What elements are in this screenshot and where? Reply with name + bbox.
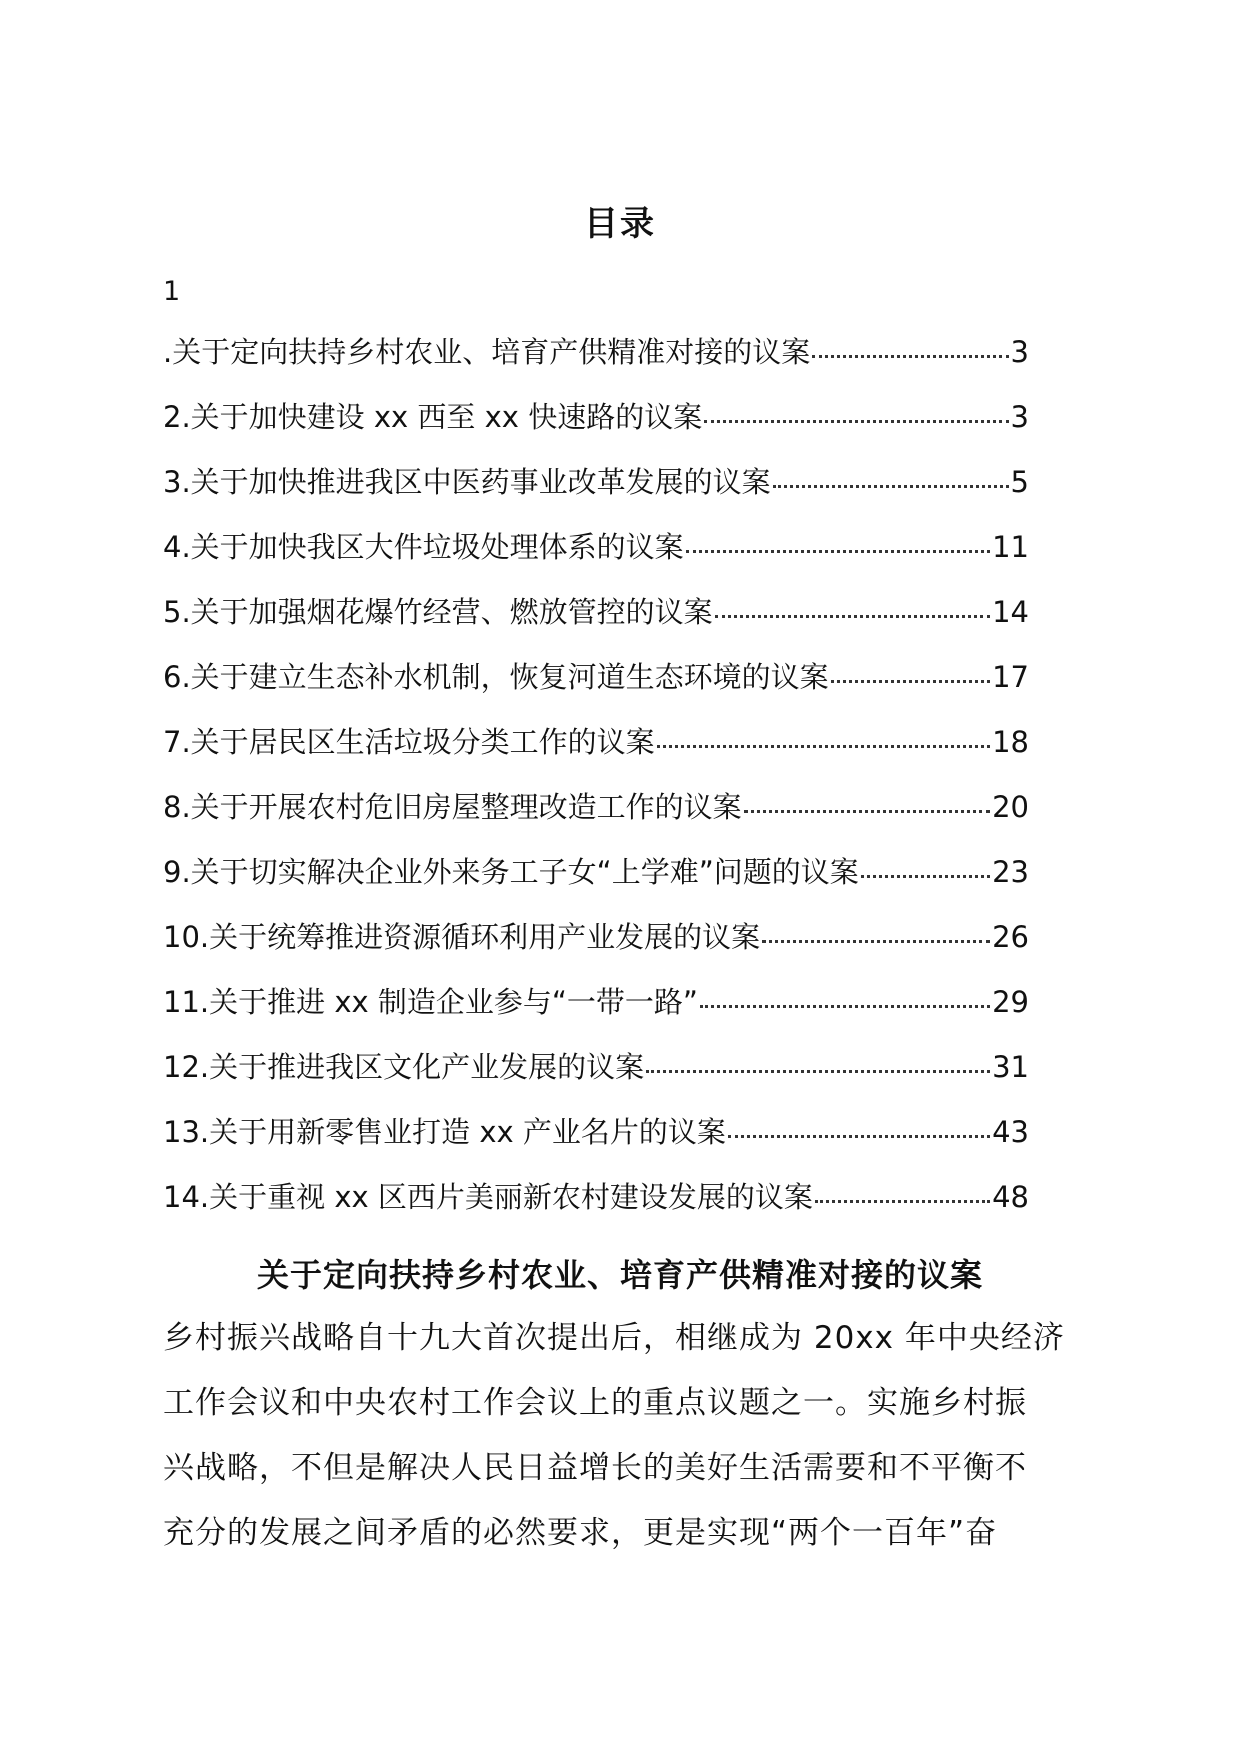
toc-list: [163, 330, 1029, 1240]
toc-leader-dots: [728, 1135, 990, 1138]
toc-entry-page-number: 3: [1010, 400, 1029, 434]
toc-entry-label: 7.关于居民区生活垃圾分类工作的议案: [163, 725, 655, 759]
toc-entry-page-number: 23: [992, 855, 1029, 889]
toc-leader-dots: [762, 940, 990, 943]
toc-leader-dots: [744, 810, 990, 813]
body-text-line: 充分的发展之间矛盾的必然要求，更是实现“两个一百年”奋: [163, 1515, 998, 1551]
toc-entry-label: 13.关于用新零售业打造 xx 产业名片的议案: [163, 1115, 726, 1149]
toc-entry-page-number: 31: [992, 1050, 1029, 1084]
toc-entry[interactable]: [163, 720, 1029, 785]
toc-entry[interactable]: [163, 590, 1029, 655]
toc-leader-dots: [646, 1070, 990, 1073]
toc-entry[interactable]: [163, 395, 1029, 460]
toc-leader-dots: [861, 875, 990, 878]
toc-entry-page-number: 5: [1010, 465, 1029, 499]
body-text-line: 乡村振兴战略自十九大首次提出后，相继成为 20xx 年中央经济: [163, 1320, 1065, 1356]
toc-entry[interactable]: [163, 850, 1029, 915]
toc-entry-label: 3.关于加快推进我区中医药事业改革发展的议案: [163, 465, 771, 499]
toc-leader-dots: [773, 485, 1009, 488]
toc-entry[interactable]: [163, 1110, 1029, 1175]
body-text-line: 工作会议和中央农村工作会议上的重点议题之一。实施乡村振: [163, 1385, 1027, 1421]
body-text-line: 兴战略，不但是解决人民日益增长的美好生活需要和不平衡不: [163, 1450, 1027, 1486]
toc-leader-dots: [704, 420, 1008, 423]
toc-number: 1: [163, 276, 181, 307]
section-body: [163, 1306, 1093, 1566]
toc-entry-page-number: 29: [992, 985, 1029, 1019]
toc-leader-dots: [815, 1200, 990, 1203]
toc-entry-page-number: 48: [992, 1180, 1029, 1214]
toc-entry-label: 14.关于重视 xx 区西片美丽新农村建设发展的议案: [163, 1180, 813, 1214]
toc-entry[interactable]: [163, 980, 1029, 1045]
toc-entry[interactable]: [163, 330, 1029, 395]
toc-entry[interactable]: [163, 1175, 1029, 1240]
toc-entry[interactable]: [163, 915, 1029, 980]
toc-entry-page-number: 17: [992, 660, 1029, 694]
toc-entry-label: 12.关于推进我区文化产业发展的议案: [163, 1050, 645, 1084]
toc-entry-page-number: 11: [992, 530, 1029, 564]
toc-entry[interactable]: [163, 1045, 1029, 1110]
toc-entry-page-number: 18: [992, 725, 1029, 759]
toc-entry-label: 5.关于加强烟花爆竹经营、燃放管控的议案: [163, 595, 713, 629]
toc-leader-dots: [812, 355, 1008, 358]
toc-entry-label: 9.关于切实解决企业外来务工子女“上学难”问题的议案: [163, 855, 859, 889]
section-heading: 关于定向扶持乡村农业、培育产供精准对接的议案: [256, 1256, 983, 1294]
toc-entry-label: .关于定向扶持乡村农业、培育产供精准对接的议案: [163, 335, 811, 369]
toc-entry[interactable]: [163, 525, 1029, 590]
toc-entry-label: 4.关于加快我区大件垃圾处理体系的议案: [163, 530, 684, 564]
toc-title: 目录: [584, 204, 656, 244]
toc-leader-dots: [657, 745, 990, 748]
toc-entry-label: 10.关于统筹推进资源循环利用产业发展的议案: [163, 920, 761, 954]
toc-entry-page-number: 14: [992, 595, 1029, 629]
toc-entry[interactable]: [163, 460, 1029, 525]
toc-entry-page-number: 26: [992, 920, 1029, 954]
toc-entry-label: 8.关于开展农村危旧房屋整理改造工作的议案: [163, 790, 742, 824]
toc-leader-dots: [715, 615, 990, 618]
toc-entry-label: 2.关于加快建设 xx 西至 xx 快速路的议案: [163, 400, 703, 434]
toc-entry-label: 11.关于推进 xx 制造企业参与“一带一路”: [163, 985, 698, 1019]
toc-entry-page-number: 3: [1010, 335, 1029, 369]
toc-leader-dots: [700, 1005, 990, 1008]
toc-entry-label: 6.关于建立生态补水机制，恢复河道生态环境的议案: [163, 660, 829, 694]
toc-entry[interactable]: [163, 785, 1029, 850]
toc-entry[interactable]: [163, 655, 1029, 720]
toc-entry-page-number: 20: [992, 790, 1029, 824]
toc-leader-dots: [686, 550, 990, 553]
toc-entry-page-number: 43: [992, 1115, 1029, 1149]
toc-leader-dots: [831, 680, 990, 683]
